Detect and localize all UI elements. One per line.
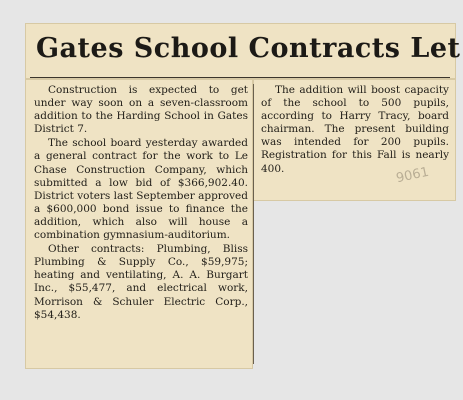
paragraph-capacity: The addition will boost capacity of the school to 500 pupils, according to Harry Tracy, board chairman. The present building was intended for 200 pupils. Registration for this Fall is nearly 400. [261,84,449,175]
paragraph-contract-award: The school board yesterday awarded a general contract for the work to Le Chase Construction Company, which submitted a low bid of $366,902.40. District voters last September approved a $600,000 bond issue to finance the addition, which also will house a combination gymnasium-auditorium. [34,137,248,242]
column-divider [253,84,254,364]
paragraph-construction: Construction is expected to get under way soon on a seven-classroom addition to the Harding School in Gates District 7. [34,84,248,136]
article-right-column [261,84,449,176]
article-headline: Gates School Contracts Let [36,33,461,64]
paragraph-other-contracts: Other contracts: Plumbing, Bliss Plumbing & Supply Co., $59,975; heating and ventilating, A. A. Burgart Inc., $55,477, and electrical work, Morrison & Schuler Electric Corp., $54,438. [34,243,248,321]
article-left-column [34,84,248,322]
headline-rule [30,77,450,78]
pencil-annotation: 9061 [394,164,431,187]
